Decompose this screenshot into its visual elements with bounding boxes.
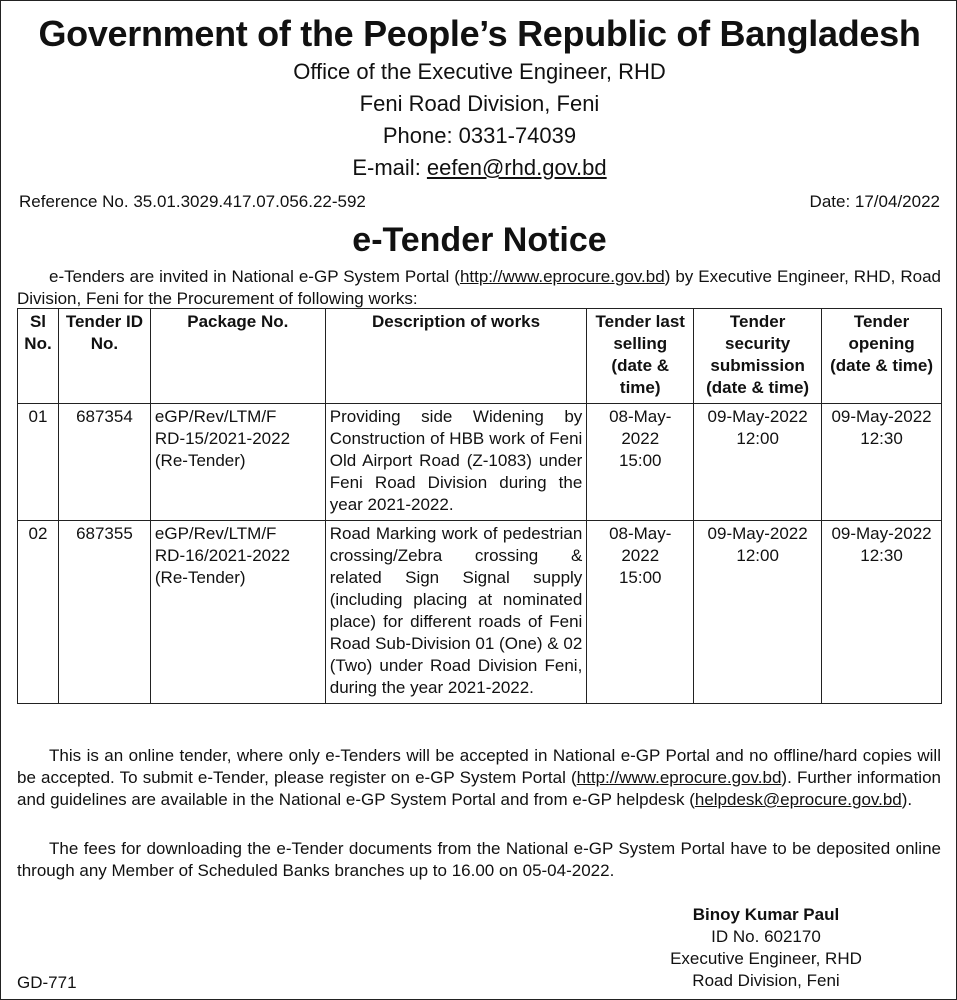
office-name: Office of the Executive Engineer, RHD (293, 59, 666, 84)
division-name: Feni Road Division, Feni (359, 91, 600, 116)
table-row (18, 521, 942, 704)
row-tender-id: 687355 (58, 521, 150, 704)
package-line: (Re-Tender) (154, 451, 246, 470)
package-line: (Re-Tender) (154, 568, 246, 587)
opening-date: 09-May-2022 (831, 407, 932, 426)
opening-time: 12:30 (860, 429, 903, 448)
security-date: 09-May-2022 (707, 524, 808, 543)
email-label: E-mail: (352, 155, 427, 180)
government-title: Government of the People’s Republic of Bangladesh (38, 13, 921, 54)
online-text-2: ). Further information and guidelines are available in the National e-GP System Portal and from e-GP helpdesk ( (17, 768, 941, 809)
notice-title: e-Tender Notice (352, 221, 607, 259)
package-line: RD-15/2021-2022 (154, 429, 291, 448)
notice-date: Date: 17/04/2022 (809, 192, 940, 211)
eprocure-link[interactable]: http://www.eprocure.gov.bd (459, 267, 665, 286)
online-text-3: ). (901, 790, 913, 809)
row-package (150, 404, 325, 521)
row-description: Providing side Widening by Construction of HBB work of Feni Old Airport Road (Z-1083) under Feni Road Division during the year 2021-2022. (325, 404, 587, 521)
eprocure-link[interactable]: http://www.eprocure.gov.bd (576, 768, 782, 787)
reference-number: Reference No. 35.01.3029.417.07.056.22-592 (19, 192, 366, 211)
signatory-designation: Executive Engineer, RHD (670, 949, 862, 968)
intro-text-start: e-Tenders are invited in National e-GP System Portal ( (49, 267, 460, 286)
header-tender-id: Tender ID No. (58, 309, 150, 404)
package-line: RD-16/2021-2022 (154, 546, 291, 565)
security-time: 12:00 (736, 429, 779, 448)
signatory-id: ID No. 602170 (711, 927, 821, 946)
row-tender-id: 687354 (58, 404, 150, 521)
header-sl: Sl No. (18, 309, 59, 404)
row-sl: 01 (18, 404, 59, 521)
opening-date: 09-May-2022 (831, 524, 932, 543)
package-line: eGP/Rev/LTM/F (154, 407, 277, 426)
fees-paragraph: The fees for downloading the e-Tender documents from the National e-GP System Portal have to be deposited online through any Member of Scheduled Banks branches up to 16.00 on 05-04-2022. (17, 839, 941, 880)
tender-table (17, 308, 942, 704)
row-opening (822, 404, 942, 521)
signatory-name: Binoy Kumar Paul (692, 905, 840, 924)
signatory-office: Road Division, Feni (692, 971, 840, 990)
selling-date: 08-May-2022 (609, 524, 672, 565)
online-text-1: This is an online tender, where only e-Tenders will be accepted in National e-GP Portal and no offline/hard copies will be accepted. To submit e-Tender, please register on e-GP System Portal ( (17, 746, 941, 787)
intro-text-end: ) by Executive Engineer, RHD, Road Division, Feni for the Procurement of following works: (17, 267, 941, 308)
selling-time: 15:00 (618, 568, 662, 587)
email-line (1, 155, 957, 181)
security-time: 12:00 (736, 546, 779, 565)
selling-date: 08-May-2022 (609, 407, 672, 448)
selling-time: 15:00 (618, 451, 662, 470)
signature-block (601, 904, 931, 992)
row-security (694, 404, 822, 521)
row-opening (822, 521, 942, 704)
header-description: Description of works (325, 309, 587, 404)
table-row (18, 404, 942, 521)
opening-time: 12:30 (860, 546, 903, 565)
row-package (150, 521, 325, 704)
header-security: Tender security submission (date & time) (694, 309, 822, 404)
row-selling (587, 404, 694, 521)
package-line: eGP/Rev/LTM/F (154, 524, 277, 543)
intro-paragraph (17, 266, 941, 310)
row-sl: 02 (18, 521, 59, 704)
phone-number: Phone: 0331-74039 (382, 123, 577, 148)
helpdesk-email-link[interactable]: helpdesk@eprocure.gov.bd (694, 790, 902, 809)
footer-code: GD-771 (17, 973, 77, 992)
header-package: Package No. (150, 309, 325, 404)
email-link[interactable]: eefen@rhd.gov.bd (426, 155, 607, 180)
header-last-selling: Tender last selling (date & time) (587, 309, 694, 404)
security-date: 09-May-2022 (707, 407, 808, 426)
online-tender-paragraph (17, 745, 941, 811)
row-security (694, 521, 822, 704)
table-header-row (18, 309, 942, 404)
row-selling (587, 521, 694, 704)
header-opening: Tender opening (date & time) (822, 309, 942, 404)
row-description: Road Marking work of pedestrian crossing/Zebra crossing & related Sign Signal supply (including placing at nominated place) for different roads of Feni Road Sub-Division 01 (One) & 02 (Two) under Road Division Feni, during the year 2021-2022. (325, 521, 587, 704)
